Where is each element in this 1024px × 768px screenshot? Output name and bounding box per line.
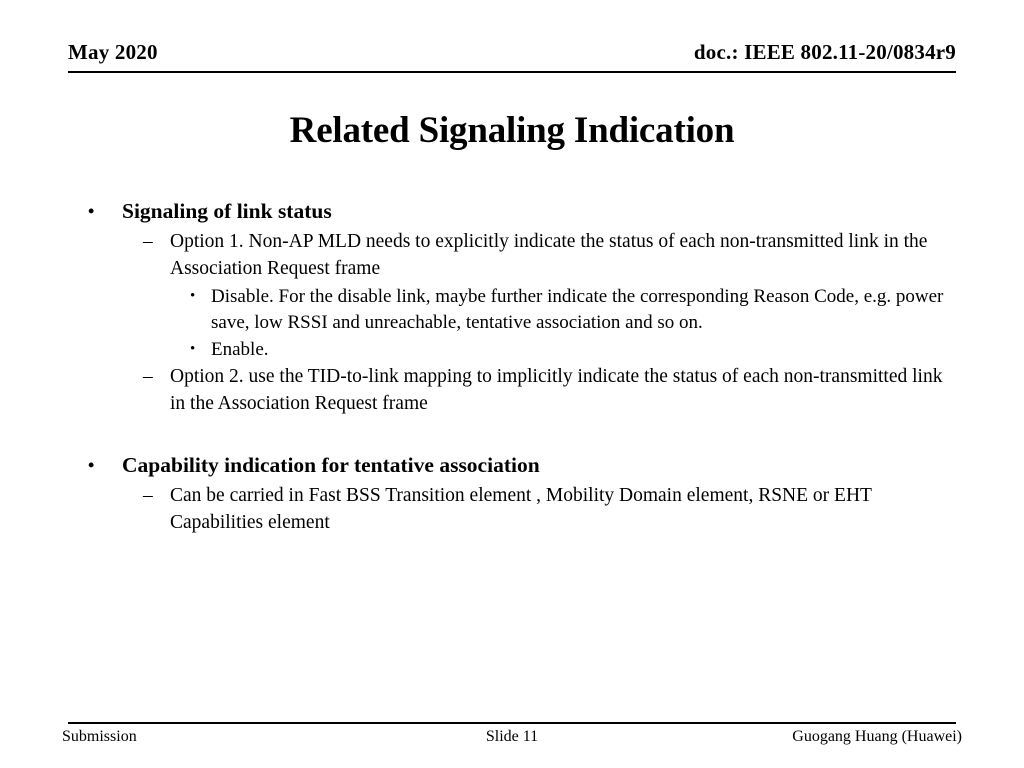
bullet-option-2 xyxy=(0,364,1024,418)
footer-slide-number: Slide 11 xyxy=(485,728,539,745)
bullet-marker-level2-icon: – xyxy=(143,485,153,507)
bullet-text: Option 2. use the TID-to-link mapping to implicitly indicate the status of each non-transmitted link in the Association Request frame xyxy=(170,366,943,415)
bullet-marker-level2-icon: – xyxy=(143,366,153,388)
bullet-marker-level3-icon: • xyxy=(190,341,196,358)
bullet-text: Enable. xyxy=(211,339,269,361)
bullet-capability-indication xyxy=(0,452,1024,480)
footer-author: Guogang Huang (Huawei) xyxy=(792,728,962,745)
bullet-text: Can be carried in Fast BSS Transition element , Mobility Domain element, RSNE or EHT Capabilities element xyxy=(170,485,872,534)
bullet-text: Capability indication for tentative association xyxy=(122,453,540,478)
bullet-marker-level1-icon: • xyxy=(88,201,95,221)
bullet-option-1-enable xyxy=(0,337,1024,363)
slide-footer xyxy=(62,728,962,752)
header-divider xyxy=(68,71,956,73)
bullet-option-1 xyxy=(0,229,1024,283)
header-document-number: doc.: IEEE 802.11-20/0834r9 xyxy=(693,40,956,64)
slide-body xyxy=(0,198,1024,538)
bullet-signaling-of-link-status xyxy=(0,198,1024,226)
header-date: May 2020 xyxy=(68,40,158,64)
bullet-text: Disable. For the disable link, maybe further indicate the corresponding Reason Code, e.g. power save, low RSSI and unreachable, tentative association and so on. xyxy=(211,285,944,333)
bullet-text: Option 1. Non-AP MLD needs to explicitly indicate the status of each non-transmitted link in the Association Request frame xyxy=(170,230,928,279)
bullet-text: Signaling of link status xyxy=(122,199,332,223)
bullet-capability-detail xyxy=(0,483,1024,537)
page-title: Related Signaling Indication xyxy=(289,110,735,151)
bullet-marker-level1-icon: • xyxy=(88,455,95,476)
bullet-marker-level2-icon: – xyxy=(143,230,153,252)
bullet-option-1-disable xyxy=(0,284,1024,336)
footer-submission-label: Submission xyxy=(62,728,137,745)
slide-header xyxy=(68,40,956,72)
section-spacer xyxy=(0,419,1024,452)
footer-divider xyxy=(68,722,956,724)
bullet-marker-level3-icon: • xyxy=(190,287,196,304)
